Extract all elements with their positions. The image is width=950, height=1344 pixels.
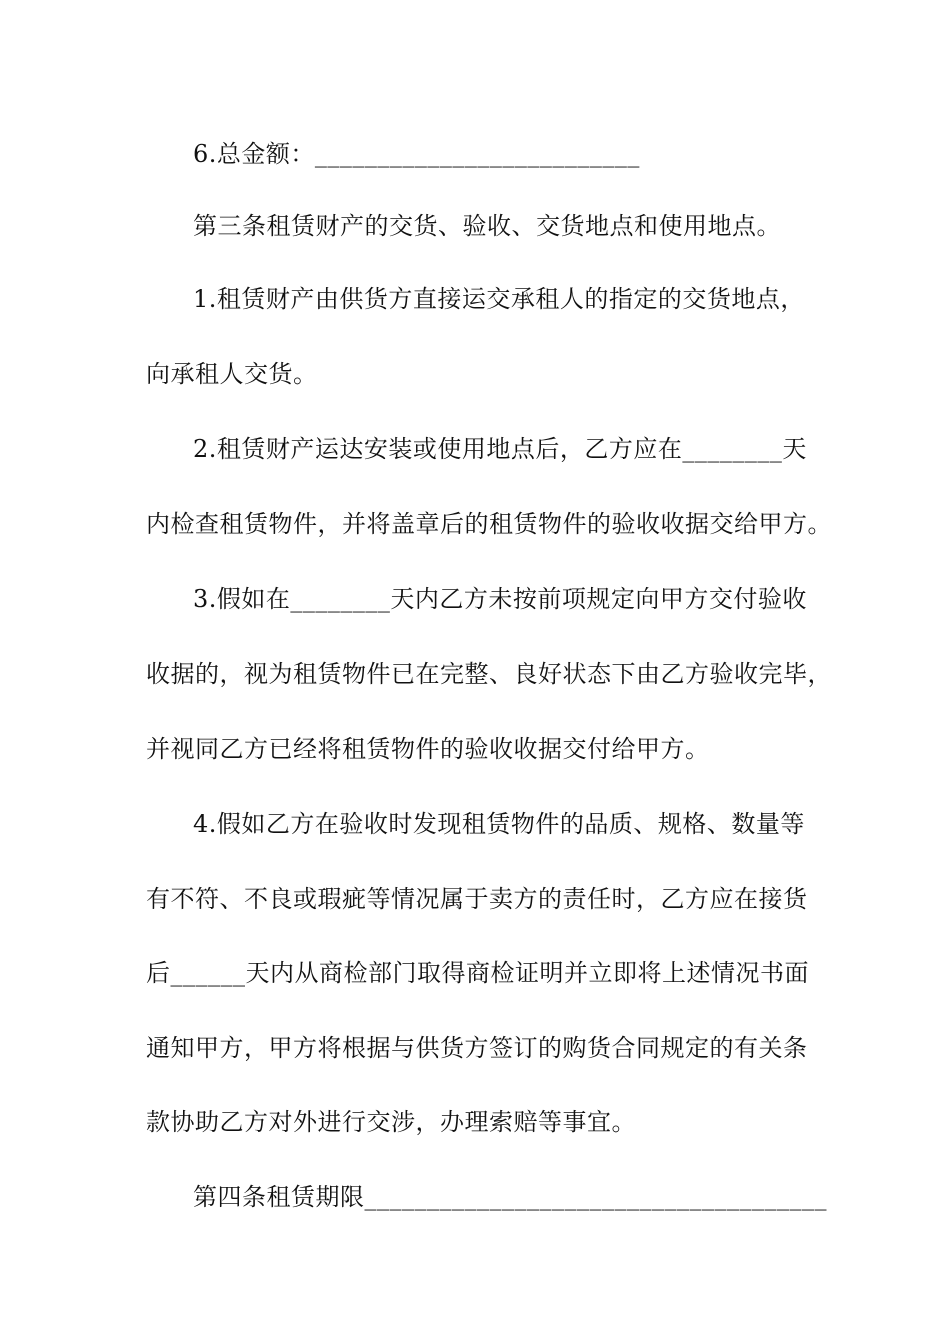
clause-3-line-3: 并视同乙方已经将租赁物件的验收收据交付给甲方。	[146, 735, 710, 763]
article-4-heading: 第四条租赁期限_____________________________________	[193, 1183, 827, 1211]
clause-3-line-2: 收据的，视为租赁物件已在完整、良好状态下由乙方验收完毕，	[146, 660, 832, 688]
clause-1-line-1: 1.租赁财产由供货方直接运交承租人的指定的交货地点，	[193, 285, 805, 313]
clause-4-line-2: 有不符、不良或瑕疵等情况属于卖方的责任时，乙方应在接货	[146, 885, 808, 913]
clause-2-line-2: 内检查租赁物件，并将盖章后的租赁物件的验收收据交给甲方。	[146, 510, 832, 538]
clause-4-line-4: 通知甲方，甲方将根据与供货方签订的购货合同规定的有关条	[146, 1034, 808, 1062]
clause-4-line-3: 后______天内从商检部门取得商检证明并立即将上述情况书面	[146, 959, 809, 987]
article-3-heading: 第三条租赁财产的交货、验收、交货地点和使用地点。	[193, 212, 781, 240]
clause-3-line-1: 3.假如在________天内乙方未按前项规定向甲方交付验收	[193, 585, 807, 613]
clause-4-line-1: 4.假如乙方在验收时发现租赁物件的品质、规格、数量等	[193, 810, 805, 838]
clause-2-line-1: 2.租赁财产运达安装或使用地点后，乙方应在________天	[193, 435, 807, 463]
clause-1-line-2: 向承租人交货。	[146, 360, 318, 388]
clause-4-line-5: 款协助乙方对外进行交涉，办理索赔等事宜。	[146, 1108, 636, 1136]
total-amount-line: 6.总金额：__________________________	[193, 140, 640, 168]
